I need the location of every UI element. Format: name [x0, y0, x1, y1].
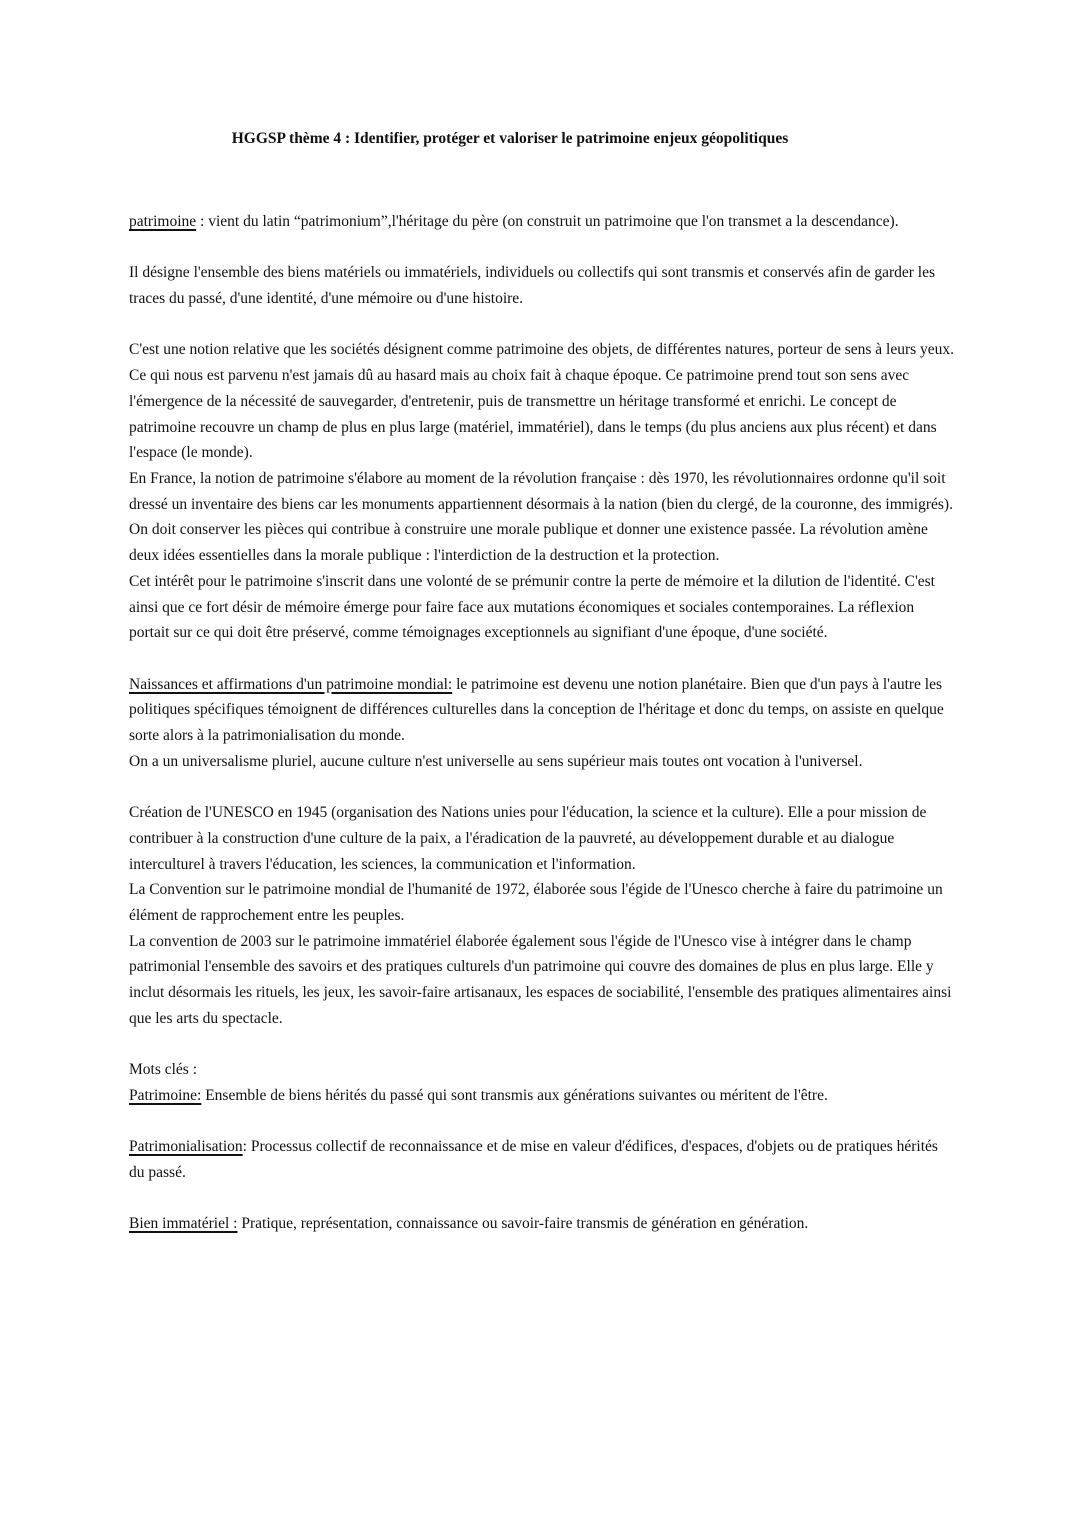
- keyword-term: Patrimoine:: [129, 1086, 202, 1104]
- keyword-term: Bien immatériel :: [129, 1215, 238, 1233]
- paragraph-unesco: Création de l'UNESCO en 1945 (organisation des Nations unies pour l'éducation, la science et la culture). Elle a pour mission de contribuer à la construction d'une culture de la paix, a l'éradication de la pauvreté, au développement durable et au dialogue interculturel à travers l'éducation, les sciences, la communication et l'information.: [129, 804, 927, 873]
- paragraph-patrimoine-mondial: [129, 672, 955, 749]
- keyword-definition: Ensemble de biens hérités du passé qui sont transmis aux générations suivantes ou méritent de l'être.: [201, 1086, 828, 1104]
- paragraph-france: En France, la notion de patrimoine s'élabore au moment de la révolution française : dès 1970, les révolutionnaires ordonne qu'il soit dressé un inventaire des biens car les monuments appartiennent désormais à la nation (bien du clergé, de la couronne, des immigrés). On doit conserver les pièces qui contribue à construire une morale publique et donner une existence passée. La révolution amène deux idées essentielles dans la morale publique : l'interdiction de la destruction et la protection.: [129, 470, 953, 565]
- keywords-heading: Mots clés :: [129, 1061, 198, 1079]
- paragraph-notion-relative: C'est une notion relative que les sociétés désignent comme patrimoine des objets, de différentes natures, porteur de sens à leurs yeux. Ce qui nous est parvenu n'est jamais dû au hasard mais au choix fait à chaque époque. Ce patrimoine prend tout son sens avec l'émergence de la nécessité de sauvegarder, d'entretenir, puis de transmettre un héritage transformé et enrichi. Le concept de patrimoine recouvre un champ de plus en plus large (matériel, immatériel), dans le temps (du plus anciens aux plus récent) et dans l'espace (le monde).: [129, 341, 955, 462]
- keyword-term: Patrimonialisation: [129, 1138, 243, 1156]
- definition-patrimoine: [129, 209, 955, 235]
- document-body: [129, 209, 955, 1237]
- paragraph-interet: Cet intérêt pour le patrimoine s'inscrit dans une volonté de se prémunir contre la perte de mémoire et la dilution de l'identité. C'est ainsi que ce fort désir de mémoire émerge pour faire face aux mutations économiques et sociales contemporaines. La réflexion portait sur ce qui doit être préservé, comme témoignages exceptionnels au signifiant d'une époque, d'une société.: [129, 572, 935, 642]
- paragraph-convention-1972: La Convention sur le patrimoine mondial de l'humanité de 1972, élaborée sous l'égide de l'Unesco cherche à faire du patrimoine un élément de rapprochement entre les peuples.: [129, 881, 943, 924]
- paragraph-universalisme: On a un universalisme pluriel, aucune culture n'est universelle au sens supérieur mais toutes ont vocation à l'universel.: [129, 752, 863, 770]
- paragraph-text: le patrimoine est devenu une notion planétaire. Bien que d'un pays à l'autre les politiques spécifiques témoignent de différences culturelles dans la conception de l'héritage et donc du temps, on assiste en quelque sorte alors à la patrimonialisation du monde.: [129, 675, 944, 745]
- term-patrimoine: patrimoine: [129, 213, 197, 230]
- keyword-bien-immateriel: [129, 1211, 955, 1237]
- definition-text: : vient du latin “patrimonium”,l'héritage du père (on construit un patrimoine que l'on transmet a la descendance).: [196, 213, 899, 230]
- document-title: HGGSP thème 4 : Identifier, protéger et valoriser le patrimoine enjeux géopolitiques: [231, 130, 789, 147]
- keyword-definition: : Processus collectif de reconnaissance et de mise en valeur d'édifices, d'espaces, d'objets ou de pratiques hérités du passé.: [129, 1138, 938, 1181]
- keyword-patrimoine: [129, 1083, 955, 1109]
- keyword-patrimonialisation: [129, 1134, 955, 1185]
- paragraph-biens: Il désigne l'ensemble des biens matériels ou immatériels, individuels ou collectifs qui sont transmis et conservés afin de garder les traces du passé, d'une identité, d'une mémoire ou d'une histoire.: [129, 264, 935, 308]
- heading-patrimoine-mondial: Naissances et affirmations d'un patrimoine mondial:: [129, 675, 453, 693]
- paragraph-convention-2003: La convention de 2003 sur le patrimoine immatériel élaborée également sous l'égide de l'Unesco vise à intégrer dans le champ patrimonial l'ensemble des savoirs et des pratiques culturels d'un patrimoine qui couvre des domaines de plus en plus large. Elle y inclut désormais les rituels, les jeux, les savoir-faire artisanaux, les espaces de sociabilité, l'ensemble des pratiques alimentaires ainsi que les arts du spectacle.: [129, 932, 952, 1027]
- keyword-definition: Pratique, représentation, connaissance ou savoir-faire transmis de génération en génération.: [237, 1215, 809, 1233]
